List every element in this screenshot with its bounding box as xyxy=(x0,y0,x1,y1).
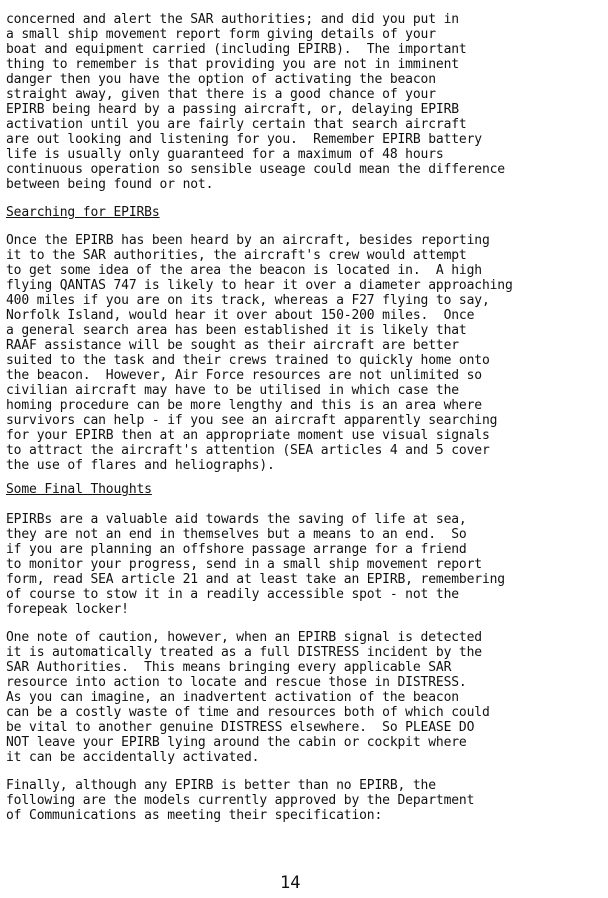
text-line: between being found or not. xyxy=(6,177,214,192)
text-line: Once the EPIRB has been heard by an aircraft, besides reporting xyxy=(6,233,490,248)
text-line: the use of flares and heliographs). xyxy=(6,458,275,473)
text-line: life is usually only guaranteed for a maximum of 48 hours xyxy=(6,147,444,162)
text-line: NOT leave your EPIRB lying around the cabin or cockpit where xyxy=(6,735,467,750)
text-line: the beacon. However, Air Force resources are not unlimited so xyxy=(6,368,482,383)
text-line: activation until you are fairly certain that search aircraft xyxy=(6,117,467,132)
text-line: As you can imagine, an inadvertent activation of the beacon xyxy=(6,690,459,705)
text-line: to attract the aircraft's attention (SEA articles 4 and 5 cover xyxy=(6,443,490,458)
text-line: thing to remember is that providing you are not in imminent xyxy=(6,57,459,72)
text-line: to get some idea of the area the beacon is located in. A high xyxy=(6,263,482,278)
text-line: 400 miles if you are on its track, whereas a F27 flying to say, xyxy=(6,293,490,308)
text-line: of course to stow it in a readily accessible spot - not the xyxy=(6,587,459,602)
text-line: EPIRBs are a valuable aid towards the saving of life at sea, xyxy=(6,512,467,527)
text-line: a general search area has been established it is likely that xyxy=(6,323,467,338)
text-line: concerned and alert the SAR authorities; and did you put in xyxy=(6,12,459,27)
text-line: flying QANTAS 747 is likely to hear it over a diameter approaching xyxy=(6,278,513,293)
text-line: forepeak locker! xyxy=(6,602,129,617)
text-line: following are the models currently approved by the Department xyxy=(6,793,475,808)
text-line: Finally, although any EPIRB is better than no EPIRB, the xyxy=(6,778,436,793)
text-line: for your EPIRB then at an appropriate moment use visual signals xyxy=(6,428,490,443)
text-line: be vital to another genuine DISTRESS elsewhere. So PLEASE DO xyxy=(6,720,475,735)
page-number: 14 xyxy=(280,873,301,893)
text-line: it can be accidentally activated. xyxy=(6,750,260,765)
text-line: it is automatically treated as a full DISTRESS incident by the xyxy=(6,645,482,660)
text-line: to monitor your progress, send in a small ship movement report xyxy=(6,557,482,572)
text-line: suited to the task and their crews trained to quickly home onto xyxy=(6,353,490,368)
text-line: a small ship movement report form giving details of your xyxy=(6,27,436,42)
text-line: are out looking and listening for you. Remember EPIRB battery xyxy=(6,132,482,147)
text-line: continuous operation so sensible useage could mean the difference xyxy=(6,162,505,177)
text-line: Norfolk Island, would hear it over about 150-200 miles. Once xyxy=(6,308,475,323)
text-line: of Communications as meeting their specification: xyxy=(6,808,383,823)
text-line: One note of caution, however, when an EPIRB signal is detected xyxy=(6,630,482,645)
text-line: EPIRB being heard by a passing aircraft, or, delaying EPIRB xyxy=(6,102,459,117)
text-line: form, read SEA article 21 and at least take an EPIRB, remembering xyxy=(6,572,505,587)
text-line: they are not an end in themselves but a means to an end. So xyxy=(6,527,467,542)
text-line: SAR Authorities. This means bringing every applicable SAR xyxy=(6,660,452,675)
text-line: can be a costly waste of time and resources both of which could xyxy=(6,705,490,720)
text-line: civilian aircraft may have to be utilised in which case the xyxy=(6,383,459,398)
text-line: danger then you have the option of activating the beacon xyxy=(6,72,436,87)
section-heading-searching: Searching for EPIRBs xyxy=(6,205,160,220)
text-line: boat and equipment carried (including EPIRB). The important xyxy=(6,42,467,57)
section-heading-final-thoughts: Some Final Thoughts xyxy=(6,482,152,497)
text-line: RAAF assistance will be sought as their aircraft are better xyxy=(6,338,459,353)
text-line: straight away, given that there is a good chance of your xyxy=(6,87,436,102)
text-line: it to the SAR authorities, the aircraft's crew would attempt xyxy=(6,248,467,263)
text-line: survivors can help - if you see an aircraft apparently searching xyxy=(6,413,498,428)
text-line: homing procedure can be more lengthy and this is an area where xyxy=(6,398,482,413)
text-line: if you are planning an offshore passage arrange for a friend xyxy=(6,542,467,557)
text-line: resource into action to locate and rescue those in DISTRESS. xyxy=(6,675,467,690)
